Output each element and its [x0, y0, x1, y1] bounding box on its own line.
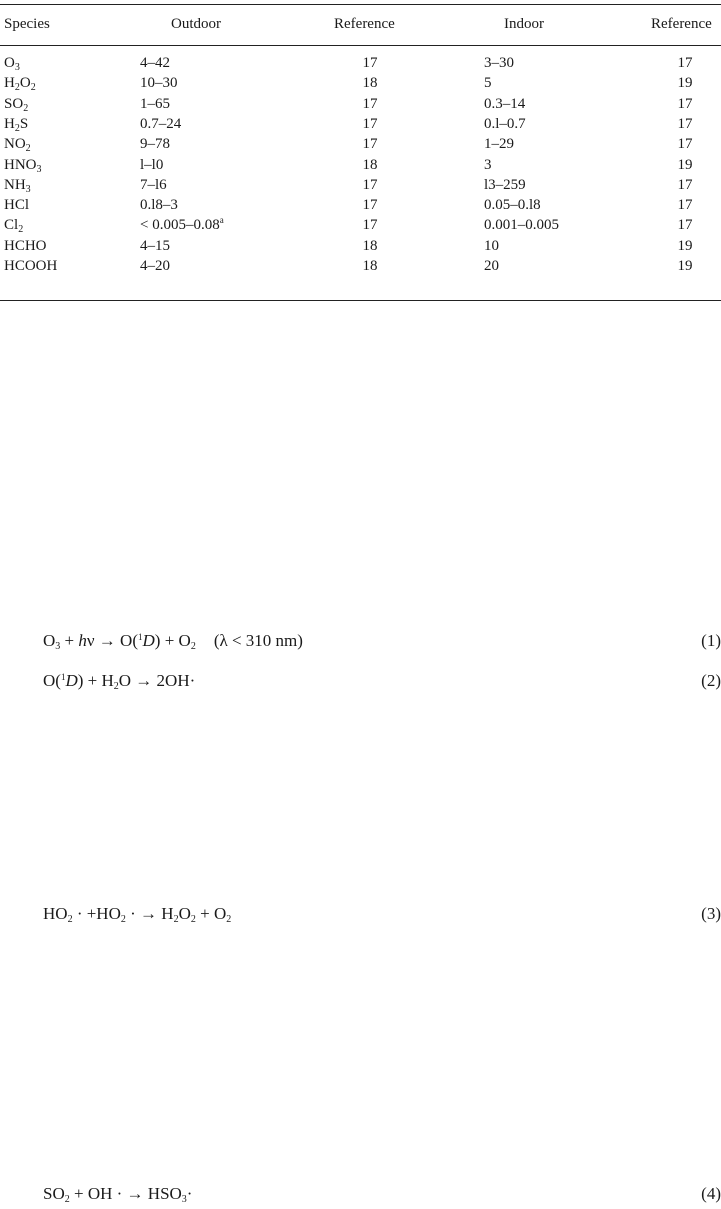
eq2-part: O → 2OH·	[118, 671, 196, 690]
species-base: Cl	[4, 217, 19, 233]
table-cell-outdoor	[140, 135, 170, 153]
eq3-part: HO	[43, 904, 68, 923]
table-cell-outdoor	[140, 156, 163, 174]
species-base: HCOOH	[4, 258, 58, 274]
eq3-sub: 2	[120, 914, 126, 925]
table-cell-outdoor	[140, 74, 178, 92]
species-subscript: 2	[23, 103, 29, 114]
species-subscript: 2	[14, 82, 20, 93]
outdoor-value: 0.l8–3	[140, 197, 178, 213]
outdoor-value: 10–30	[140, 75, 178, 91]
eq1-italic: h	[78, 631, 87, 650]
eq1-part: +	[60, 631, 79, 650]
eq4-sub: 3	[181, 1194, 187, 1205]
equation-1-body	[43, 631, 303, 651]
table-cell-outdoor	[140, 95, 170, 113]
header-indoor: Indoor	[504, 16, 544, 32]
table-cell-reference-indoor: 17	[677, 116, 693, 132]
table-cell-outdoor	[140, 115, 181, 133]
equation-4-body	[43, 1184, 192, 1204]
eq4-part: ·	[186, 1184, 193, 1203]
table-cell-indoor: l3–259	[484, 177, 526, 193]
eq3-sub: 2	[173, 914, 179, 925]
species-base: O	[4, 55, 15, 71]
eq2-italic: D	[65, 671, 78, 690]
table-cell-outdoor	[140, 176, 167, 194]
table-cell-reference-outdoor: 17	[362, 55, 378, 71]
table-cell-reference-indoor: 17	[677, 55, 693, 71]
equation-2-body	[43, 671, 195, 691]
species-subscript: 2	[25, 143, 31, 154]
eq1-part: ν → O(	[86, 631, 138, 650]
table-cell-indoor: 10	[484, 238, 499, 254]
equation-2-number: (2)	[701, 671, 721, 690]
table-cell-species	[4, 176, 31, 194]
outdoor-value: l–l0	[140, 157, 164, 173]
eq4-sub: 2	[64, 1194, 70, 1205]
eq4-part: + OH · → HSO	[69, 1184, 182, 1203]
eq3-sub: 2	[226, 914, 232, 925]
table-cell-reference-outdoor: 17	[362, 217, 378, 233]
eq2-part: O(	[43, 671, 61, 690]
species-base: NH	[4, 177, 26, 193]
table-cell-reference-indoor: 19	[677, 258, 693, 274]
species-subscript: 3	[36, 164, 42, 175]
species-tail: S	[19, 116, 29, 132]
table-cell-species	[4, 95, 28, 113]
table-bottom-rule	[0, 300, 721, 301]
table-cell-reference-indoor: 19	[677, 75, 693, 91]
species-subscript: 3	[25, 184, 31, 195]
table-cell-reference-outdoor: 18	[362, 75, 378, 91]
table-cell-species	[4, 216, 23, 234]
table-cell-species	[4, 115, 28, 133]
outdoor-value: 9–78	[140, 136, 170, 152]
eq1-italic: D	[142, 631, 155, 650]
species-base: H	[4, 75, 15, 91]
table-cell-reference-outdoor: 17	[362, 136, 378, 152]
table-cell-reference-indoor: 17	[677, 197, 693, 213]
table-cell-species	[4, 237, 47, 255]
table-cell-reference-outdoor: 17	[362, 177, 378, 193]
equation-3-body	[43, 904, 231, 924]
species-base: HCl	[4, 197, 30, 213]
footnote-marker: a	[219, 215, 224, 225]
table-cell-reference-outdoor: 17	[362, 96, 378, 112]
table-cell-reference-indoor: 17	[677, 177, 693, 193]
outdoor-value: < 0.005–0.08	[140, 217, 220, 233]
table-cell-species	[4, 196, 29, 214]
eq1-sub: 3	[55, 641, 61, 652]
header-reference-outdoor: Reference	[334, 16, 395, 32]
table-cell-indoor: 0.l–0.7	[484, 116, 526, 132]
header-reference-indoor: Reference	[651, 16, 712, 32]
table-cell-reference-outdoor: 18	[362, 157, 378, 173]
table-cell-indoor: 0.001–0.005	[484, 217, 559, 233]
eq1-part: ) + O	[154, 631, 191, 650]
table-cell-outdoor	[140, 196, 178, 214]
table-cell-species	[4, 74, 36, 92]
table-cell-indoor: 5	[484, 75, 492, 91]
eq3-sub: 2	[67, 914, 73, 925]
table-cell-reference-outdoor: 17	[362, 197, 378, 213]
table-cell-outdoor	[140, 216, 224, 234]
table-cell-reference-outdoor: 17	[362, 116, 378, 132]
eq2-part: ) + H	[77, 671, 114, 690]
table-cell-indoor: 3	[484, 157, 492, 173]
species-base: HCHO	[4, 238, 47, 254]
species-subscript: 3	[14, 62, 20, 73]
outdoor-value: 4–15	[140, 238, 170, 254]
table-cell-species	[4, 156, 42, 174]
outdoor-value: 4–20	[140, 258, 170, 274]
outdoor-value: 4–42	[140, 55, 170, 71]
species-base: NO	[4, 136, 26, 152]
species-subscript: 2	[18, 224, 24, 235]
eq2-sup: 1	[60, 672, 66, 682]
table-cell-species	[4, 135, 31, 153]
table-cell-indoor: 0.05–0.l8	[484, 197, 541, 213]
eq4-part: SO	[43, 1184, 65, 1203]
eq3-sub: 2	[190, 914, 196, 925]
equation-4-number: (4)	[701, 1184, 721, 1203]
table-cell-indoor: 3–30	[484, 55, 514, 71]
species-base: SO	[4, 96, 24, 112]
table-cell-reference-indoor: 17	[677, 136, 693, 152]
table-cell-indoor: 1–29	[484, 136, 514, 152]
equation-1-number: (1)	[701, 631, 721, 650]
header-outdoor: Outdoor	[171, 16, 221, 32]
eq1-part: O	[43, 631, 56, 650]
table-cell-reference-outdoor: 18	[362, 258, 378, 274]
outdoor-value: 7–l6	[140, 177, 167, 193]
table-cell-species	[4, 54, 20, 72]
table-cell-outdoor	[140, 257, 170, 275]
table-header-rule	[0, 45, 721, 46]
table-cell-indoor: 0.3–14	[484, 96, 526, 112]
equation-3-number: (3)	[701, 904, 721, 923]
eq3-part: · +HO	[72, 904, 121, 923]
table-cell-species	[4, 257, 57, 275]
eq3-part: + O	[195, 904, 227, 923]
table-cell-reference-indoor: 17	[677, 96, 693, 112]
table-cell-reference-indoor: 17	[677, 217, 693, 233]
outdoor-value: 1–65	[140, 96, 170, 112]
table-cell-outdoor	[140, 54, 170, 72]
table-cell-reference-outdoor: 18	[362, 238, 378, 254]
table-top-rule	[0, 4, 721, 5]
eq3-part: O	[178, 904, 191, 923]
table-cell-indoor: 20	[484, 258, 499, 274]
species-tail: O	[19, 75, 31, 91]
species-base: HNO	[4, 157, 37, 173]
table-cell-reference-indoor: 19	[677, 157, 693, 173]
eq3-part: · → H	[125, 904, 174, 923]
eq1-sup: 1	[138, 632, 143, 642]
species-base: H	[4, 116, 15, 132]
eq1-condition: (λ < 310 nm)	[213, 631, 303, 650]
header-species: Species	[4, 16, 50, 32]
species-subscript: 2	[14, 123, 20, 134]
table-cell-reference-indoor: 19	[677, 238, 693, 254]
outdoor-value: 0.7–24	[140, 116, 182, 132]
eq1-sub: 2	[190, 641, 196, 652]
eq2-sub: 2	[113, 681, 119, 692]
table-cell-outdoor	[140, 237, 170, 255]
species-subscript: 2	[30, 82, 36, 93]
